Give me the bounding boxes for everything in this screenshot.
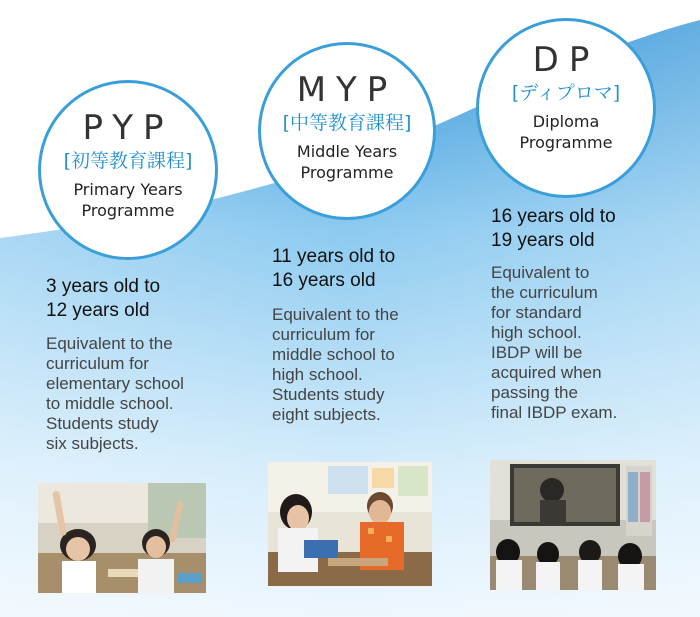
pyp-circle <box>38 80 218 260</box>
pyp-abbreviation: PYP <box>82 108 174 148</box>
pyp-japanese-title: [初等教育課程] <box>63 150 193 172</box>
myp-age-range: 11 years old to 16 years old <box>272 246 396 291</box>
myp-abbreviation: MYP <box>296 70 398 110</box>
myp-description: Equivalent to the curriculum for middle school to high school. Students study eight subjects. <box>272 305 399 424</box>
dp-description: Equivalent to the curriculum for standard high school. IBDP will be acquired when passing the final IBDP exam. <box>491 263 618 422</box>
myp-english-title: Middle Years Programme <box>296 141 398 182</box>
myp-classroom-photo <box>268 462 432 586</box>
myp-circle <box>258 42 436 220</box>
dp-english-title: Diploma Programme <box>519 111 613 152</box>
dp-circle <box>476 18 656 198</box>
dp-age-range: 16 years old to 19 years old <box>491 206 616 251</box>
dp-abbreviation: DP <box>532 40 600 80</box>
pyp-classroom-photo <box>38 483 206 593</box>
pyp-english-title: Primary Years Programme <box>73 179 183 220</box>
myp-japanese-title: [中等教育課程] <box>282 112 412 134</box>
pyp-description: Equivalent to the curriculum for elementary school to middle school. Students study six subjects. <box>46 334 184 453</box>
dp-classroom-photo <box>490 460 656 590</box>
pyp-age-range: 3 years old to 12 years old <box>46 276 161 321</box>
dp-japanese-title: [ディプロマ] <box>511 82 621 104</box>
